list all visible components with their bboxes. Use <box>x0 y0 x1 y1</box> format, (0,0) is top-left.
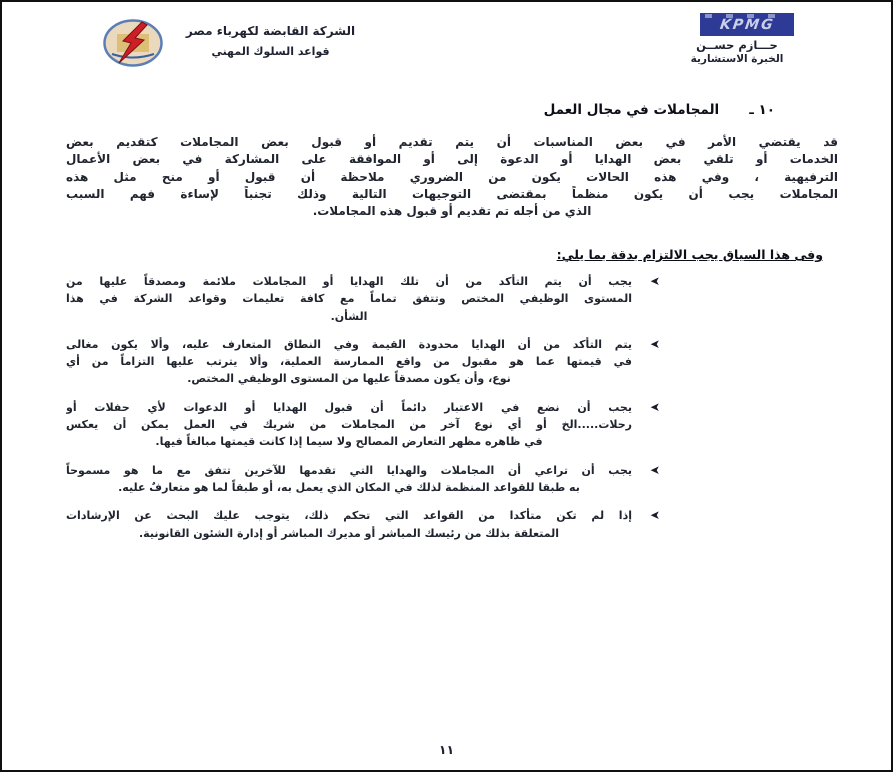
context-heading: وفى هذا السياق يجب الالتزام بدقة بما يلي: <box>556 247 823 262</box>
text-line: المتعلقة بذلك من رئيسك المباشر أو مديرك المباشر أو إدارة الشئون القانونية. <box>138 526 559 540</box>
arrow-bullet-icon: ➤ <box>649 462 660 477</box>
bullet-text <box>66 462 632 497</box>
bullet-item <box>66 399 660 451</box>
text-line: به طبقا للقواعد المنظمة لذلك في المكان الذي يعمل به، أو طبقاً لما هو متعارفٌ عليه. <box>118 480 580 494</box>
page-number: ١١ <box>438 742 455 757</box>
bullet-item <box>66 507 660 542</box>
text-line: يتم التأكد من أن الهدايا محدودة القيمة وفي النطاق المتعارف عليه، وألا يكون مغالى <box>66 337 632 351</box>
text-line: في قيمتها عما هو مقبول من واقع الممارسة العملية، وألا يترتب عليها التزاماً من أي <box>66 355 632 369</box>
bullet-text <box>66 507 632 542</box>
header-left-text <box>178 24 363 58</box>
arrow-bullet-icon: ➤ <box>649 399 660 414</box>
header-left <box>102 16 363 68</box>
bullet-list <box>66 273 660 553</box>
bullet-text <box>66 336 632 388</box>
text-line: في ظاهره مظهر التعارض المصالح ولا سيما إذا كانت قيمتها مبالغاً فيها. <box>155 435 543 449</box>
kpmg-wordmark: KPMG <box>718 16 776 33</box>
section-heading <box>544 102 775 118</box>
text-line: نوع، وأن يكون مصدقاً عليها من المستوى الوظيفي المختص. <box>187 372 511 386</box>
section-title: المجاملات في مجال العمل <box>543 102 720 118</box>
text-line: يجب أن تراعي أن المجاملات والهدايا التي تقدمها للآخرين تتفق مع ما هو مسموحاً <box>66 463 632 477</box>
bullet-item <box>66 336 660 388</box>
text-line: يجب أن نضع في الاعتبار دائماً أن قبول الهدايا أو الدعوات لأي حفلات أو <box>66 400 632 414</box>
bullet-text <box>66 399 632 451</box>
text-line: الشأن. <box>330 309 368 323</box>
text-line: الذي من أجله تم تقديم أو قبول هذه المجاملات. <box>312 204 592 219</box>
advisor-name: حـــازم حســن <box>696 38 778 52</box>
text-line: إذا لم تكن متأكدا من القواعد التي تحكم ذلك، يتوجب عليك البحث عن الإرشادات <box>66 509 632 523</box>
header-right <box>677 14 793 65</box>
org-name: الشركة القابضة لكهرباء مصر <box>185 24 356 38</box>
arrow-bullet-icon: ➤ <box>649 508 660 523</box>
arrow-bullet-icon: ➤ <box>649 336 660 351</box>
advisor-block <box>677 38 797 65</box>
kpmg-logo-icon <box>701 14 793 35</box>
text-line: المجاملات يجب أن يكون منظماً بمقتضى التوجيهات التالية وذلك تجنباً لإساءة فهم السبب <box>66 186 838 201</box>
section-number: ١٠ ـ <box>749 102 775 118</box>
bullet-item <box>66 273 660 325</box>
electricity-company-logo-icon <box>102 18 164 68</box>
text-line: الترفيهية ، وفي هذه الحالات يكون من الضروري ملاحظة أن قبول أو منح مثل هذه <box>66 169 838 184</box>
text-line: المستوى الوظيفي المختص وتتفق تماماً مع كافة تعليمات وقواعد الشركة في هذا <box>66 292 632 306</box>
text-line: يجب أن يتم التأكد من أن تلك الهدايا أو المجاملات ملائمة ومصدقاً عليها من <box>66 275 632 288</box>
advisor-title: الخبرة الاستشارية <box>690 53 784 65</box>
intro-paragraph <box>66 134 838 220</box>
bullet-text <box>66 273 632 325</box>
arrow-bullet-icon: ➤ <box>649 274 660 288</box>
bullet-item <box>66 462 660 497</box>
text-line: رحلات.....الخ أو أي نوع آخر من المجاملات من شريك في العمل يمكن أن يعكس <box>66 418 632 432</box>
text-line: قد يقتضي الأمر في بعض المناسبات أن يتم تقديم أو قبول بعض المجاملات كتقديم بعض <box>66 135 838 149</box>
doc-subtitle: قواعد السلوك المهني <box>211 45 330 58</box>
text-line: الخدمات أو تلقي بعض الهدايا أو الدعوة إلى أو الموافقة على المشاركة في بعض الأعمال <box>66 152 838 167</box>
